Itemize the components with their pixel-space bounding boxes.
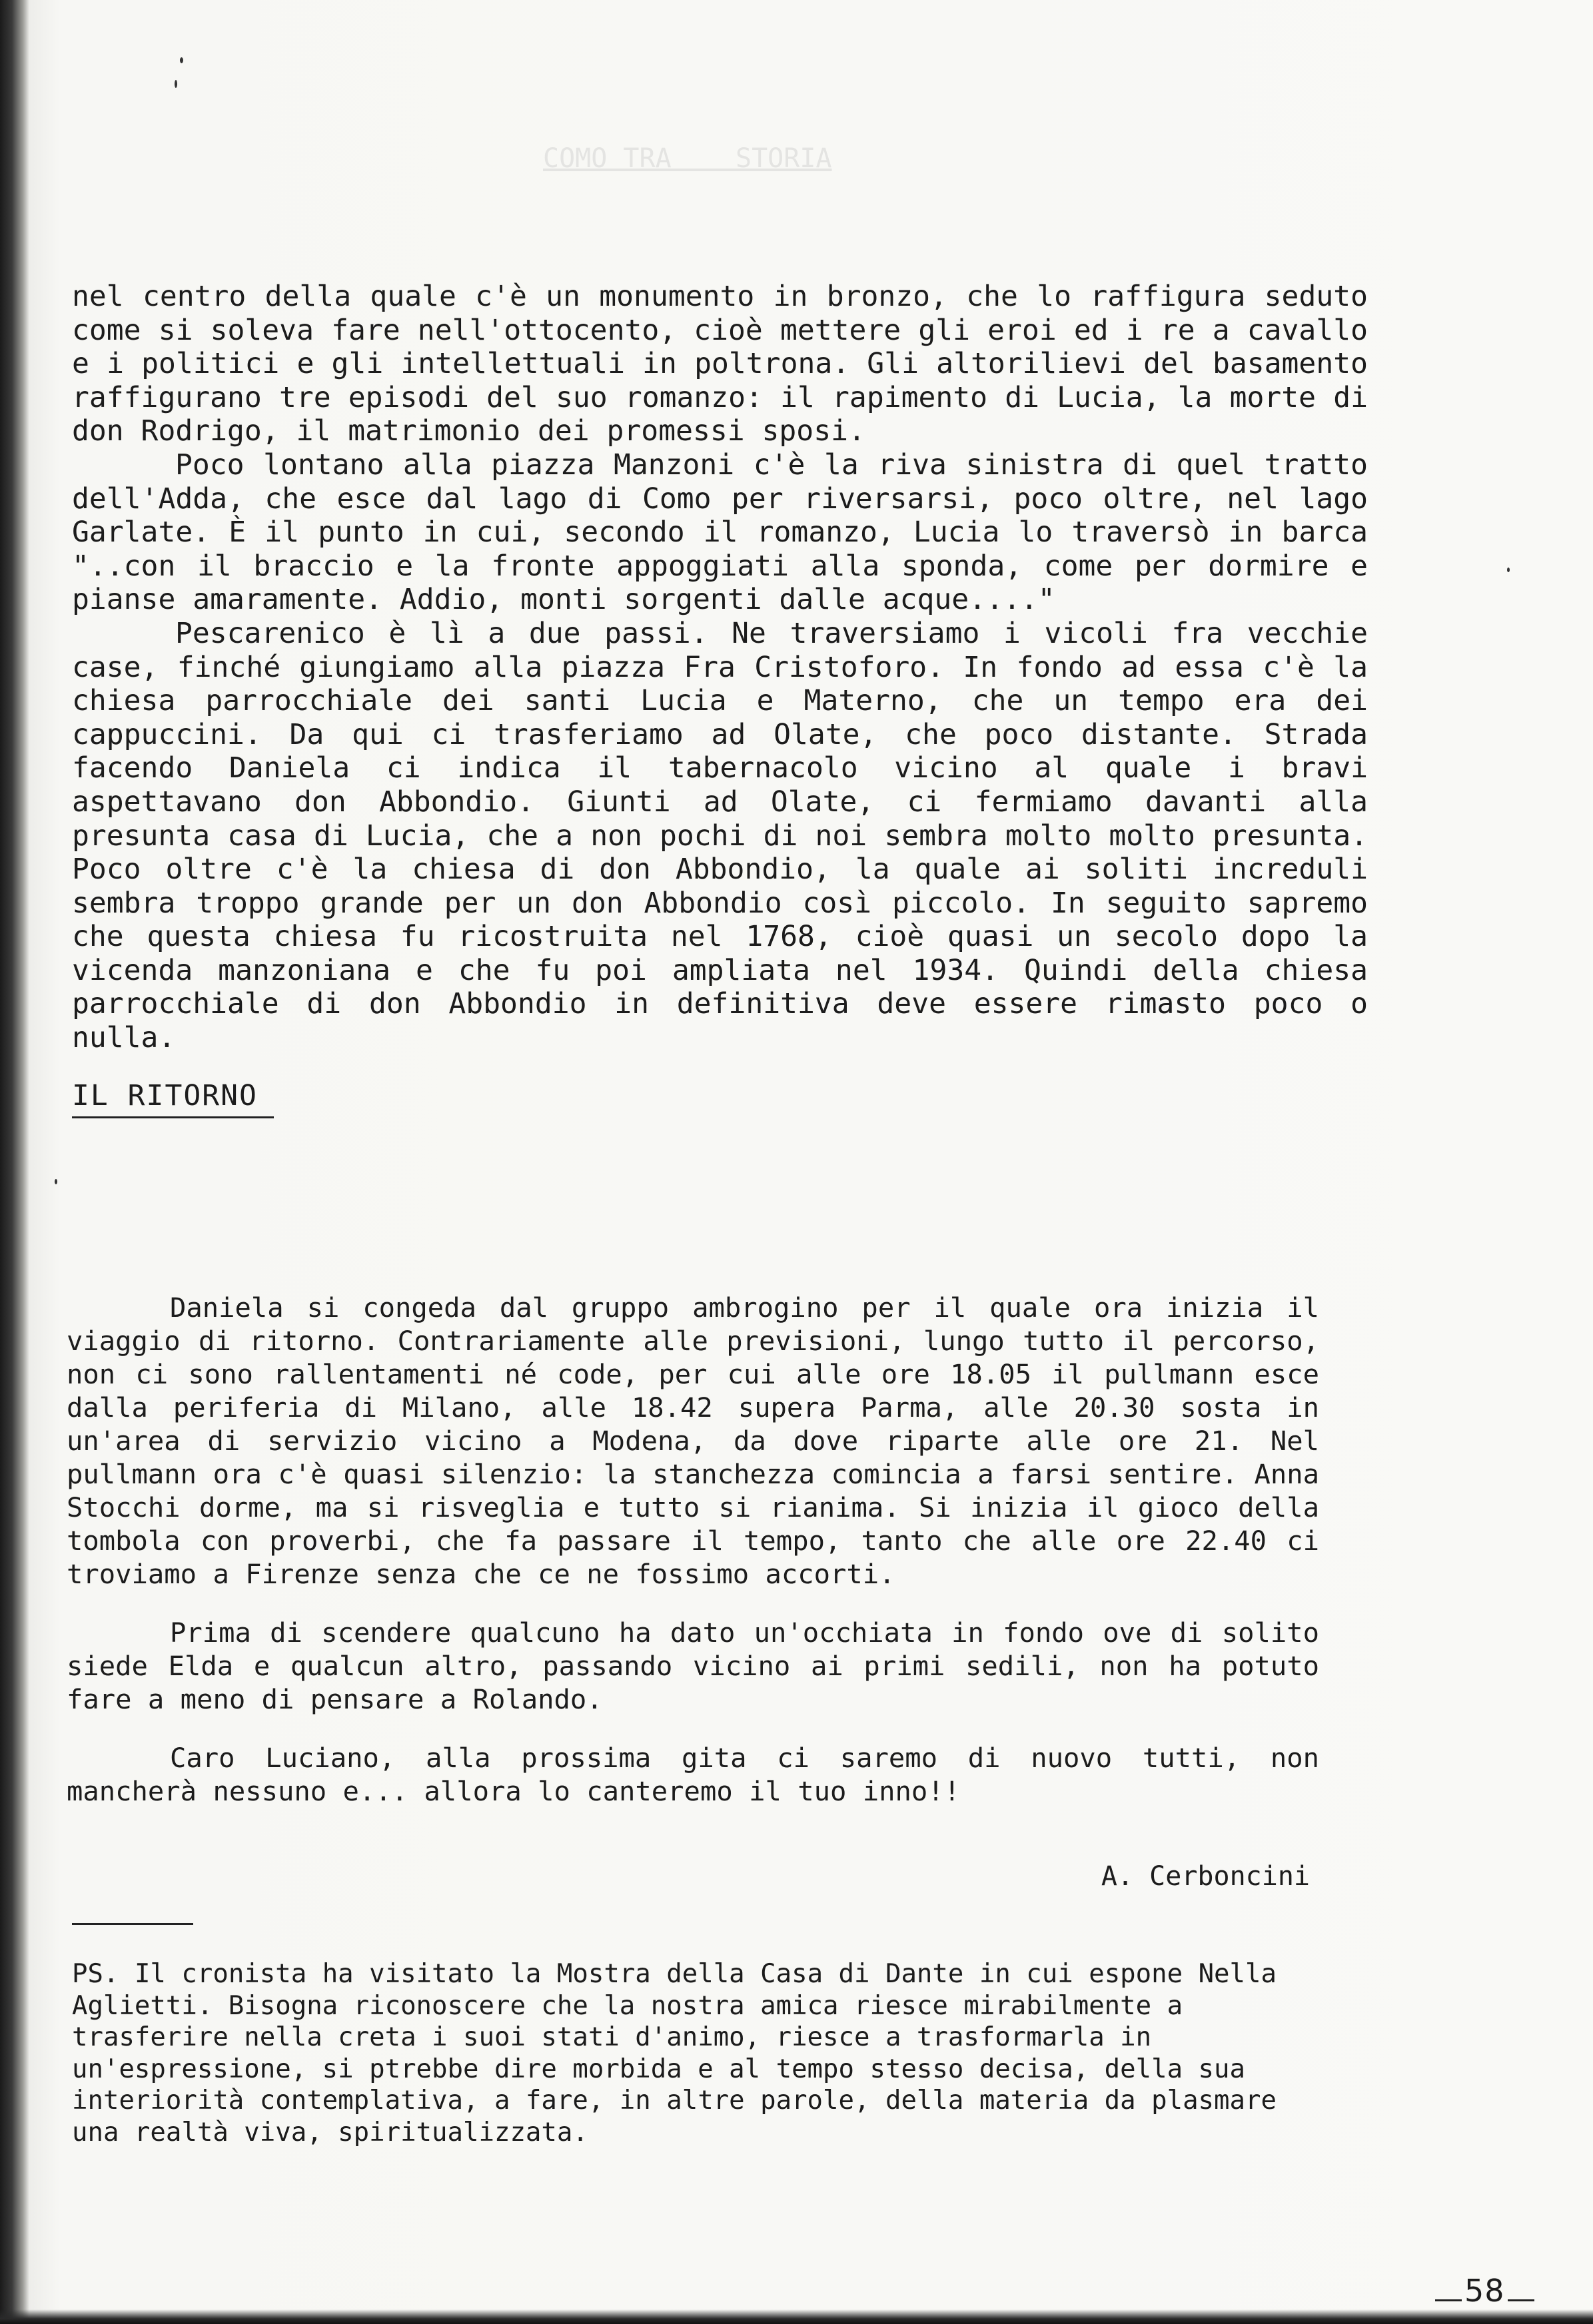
page-number-dash-right [1508, 2299, 1534, 2301]
paragraph-return-trip: Daniela si congeda dal gruppo ambrogino per il quale ora inizia il viaggio di ritorno. Contrariamente alle previsioni, lungo tutto il percorso, non ci sono rallentamenti né code, per cui alle ore 18.05 il pullmann esce dalla periferia di Milano, alle 18.42 supera Parma, alle 20.30 sosta in un'area di servizio vicino a Modena, da dove riparte alle ore 21. Nel pullmann ora c'è quasi silenzio: la stanchezza comincia a farsi sentire. Anna Stocchi dorme, ma si risveglia e tutto si rianima. Si inizia il gioco della tombola con proverbi, che fa passare il tempo, tanto che alle ore 22.40 ci troviamo a Firenze senza che ce ne fossimo accorti. [67, 1292, 1319, 1590]
paragraph-adda: Poco lontano alla piazza Manzoni c'è la riva sinistra di quel tratto dell'Adda, che esce dal lago di Como per riversarsi, poco oltre, nel lago Garlate. È il punto in cui, secondo il romanzo, Lucia lo traversò in barca "..con il braccio e la fronte appoggiati alla sponda, come per dormire e pianse amaramente. Addio, monti sorgenti dalle acque...." [72, 448, 1368, 617]
book-spine-shadow [0, 0, 29, 2324]
page-bottom-edge [0, 2309, 1593, 2324]
postscript-label: PS. [72, 1959, 119, 1989]
speck [175, 80, 177, 88]
section-heading-text: IL RITORNO [72, 1079, 274, 1118]
paragraph-elda: Prima di scendere qualcuno ha dato un'occhiata in fondo ove di solito siede Elda e qualcun altro, passando vicino ai primi sedili, non ha potuto fare a meno di pensare a Rolando. [67, 1617, 1319, 1715]
paragraph-monument: nel centro della quale c'è un monumento in bronzo, che lo raffigura seduto come si soleva fare nell'ottocento, cioè mettere gli eroi ed i re a cavallo e i politici e gli intellettuali in poltrona. Gli altorilievi del basamento raffigurano tre episodi del suo romanzo: il rapimento di Lucia, la morte di don Rodrigo, il matrimonio dei promessi sposi. [72, 280, 1368, 448]
page-number-dash-left [1435, 2299, 1462, 2301]
speck [180, 57, 183, 63]
footnote-rule [72, 1923, 193, 1925]
section-heading-ritorno [72, 1079, 1368, 1113]
article-body [72, 280, 1368, 1151]
page-number-value: 58 [1464, 2273, 1505, 2309]
paragraph-luciano: Caro Luciano, alla prossima gita ci saremo di nuovo tutti, non mancherà nessuno e... allora lo canteremo il tuo inno!! [67, 1742, 1319, 1807]
postscript-text: Il cronista ha visitato la Mostra della Casa di Dante in cui espone Nella Aglietti. Bisogna riconoscere che la nostra amica riesce mirabilmente a trasferire nella creta i suoi stati d'animo, riesce a trasformarla in un'espressione, si ptrebbe dire morbida e al tempo stesso decisa, della sua interiorità contemplativa, a fare, in altre parole, della materia da plasmare una realtà viva, spiritualizzata. [72, 1959, 1277, 2147]
speck [55, 1179, 57, 1184]
show-through-heading: COMO TRA STORIA [543, 143, 832, 174]
ritorno-body [67, 1291, 1319, 1833]
speck [1507, 568, 1510, 572]
postscript [72, 1958, 1311, 2148]
paragraph-pescarenico: Pescarenico è lì a due passi. Ne traversiamo i vicoli fra vecchie case, finché giungiamo alla piazza Fra Cristoforo. In fondo ad essa c'è la chiesa parrocchiale dei santi Lucia e Materno, che un tempo era dei cappuccini. Da qui ci trasferiamo ad Olate, che poco distante. Strada facendo Daniela ci indica il tabernacolo vicino al quale i bravi aspettavano don Abbondio. Giunti ad Olate, ci fermiamo davanti alla presunta casa di Lucia, che a non pochi di noi sembra molto molto presunta. Poco oltre c'è la chiesa di don Abbondio, la quale ai soliti increduli sembra troppo grande per un don Abbondio così piccolo. In seguito sapremo che questa chiesa fu ricostruita nel 1768, cioè quasi un secolo dopo la vicenda manzoniana e che fu poi ampliata nel 1934. Quindi della chiesa parrocchiale di don Abbondio in definitiva deve essere rimasto poco o nulla. [72, 616, 1368, 1055]
author-signature: A. Cerboncini [1101, 1861, 1310, 1892]
page-number [1432, 2273, 1537, 2309]
